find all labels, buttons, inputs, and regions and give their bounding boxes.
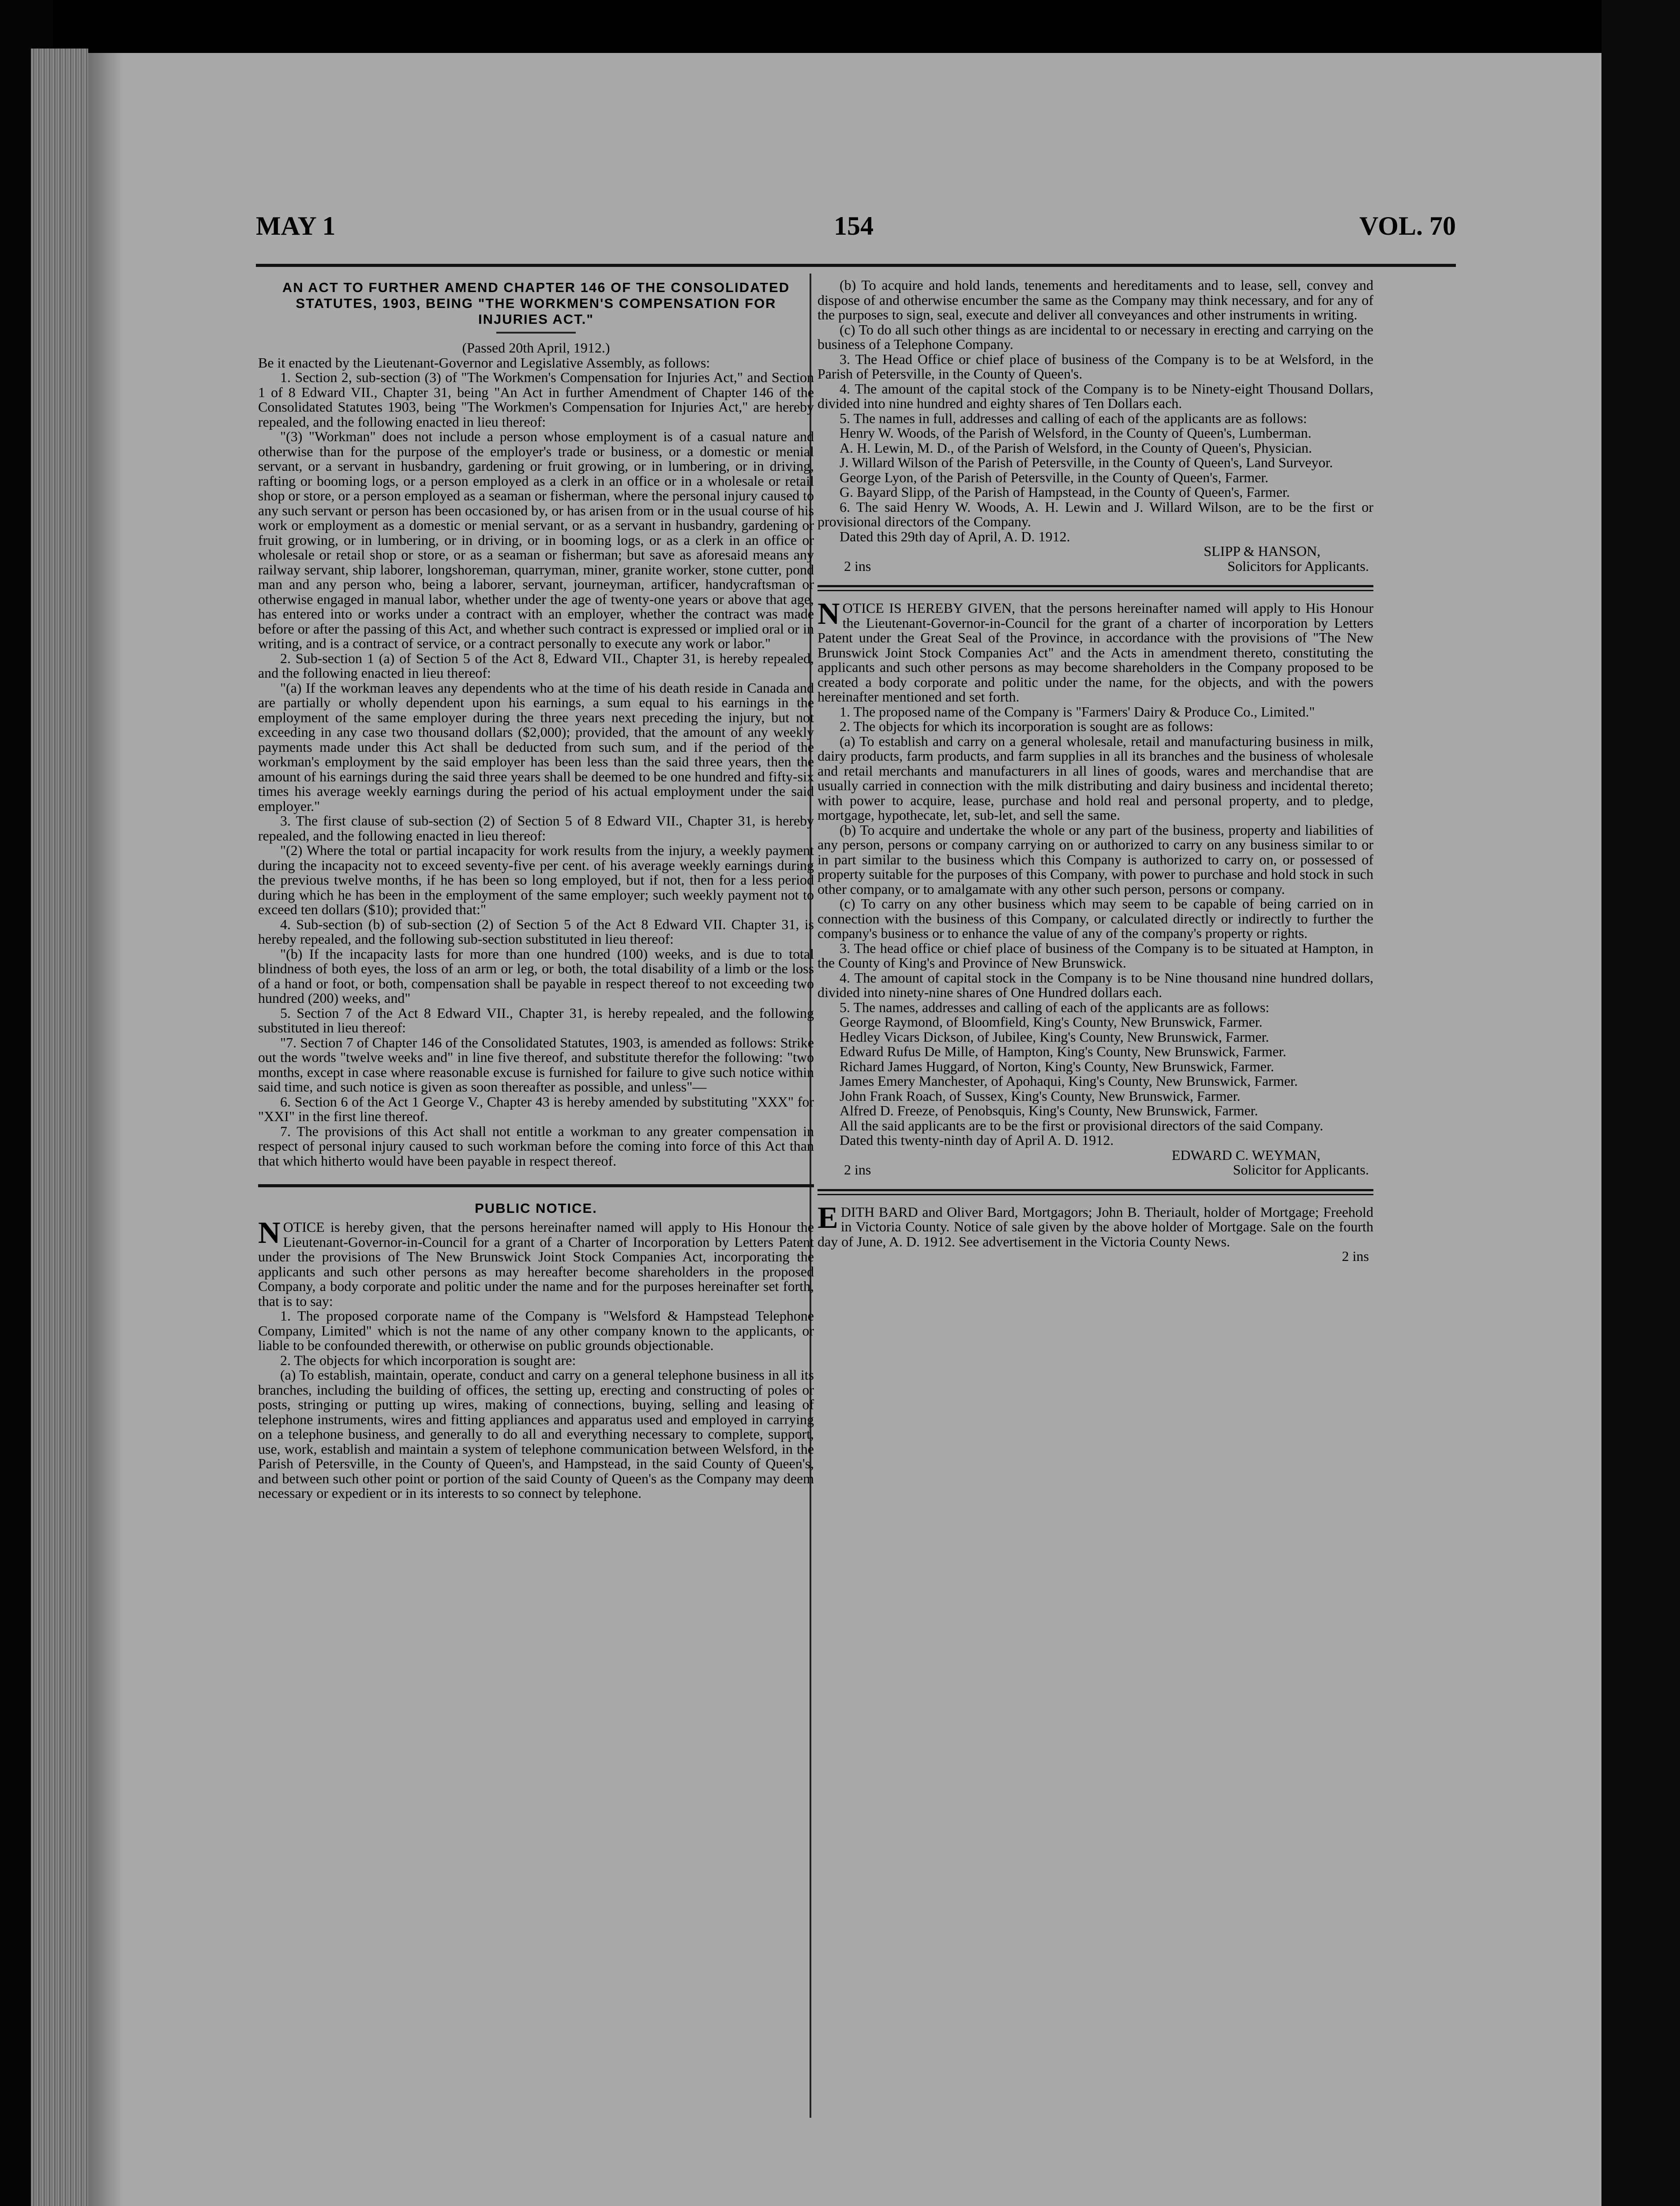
act-section-4-text: "(b) If the incapacity lasts for more than one hundred (100) weeks, and is due to total blindness of both eyes, the loss of an arm or leg, or both, the total disability of a limb or the loss of a hand or foot, or both, compensation shall be payable in respect thereof to not exceeding two hundred (200) weeks, and" (258, 945, 814, 1006)
public-notice-item-1: 1. The proposed corporate name of the Company is "Welsford & Hampstead Telephone Company, Limited" which is not the name of any other company known to the applicants, or liable to be confounded therewith, or otherwise on public grounds objectionable. (258, 1308, 814, 1353)
public-notice-dated: Dated this 29th day of April, A. D. 1912. (840, 528, 1070, 544)
public-notice-item-5: 5. The names in full, addresses and calling of each of the applicants are as follows: (840, 410, 1307, 426)
public-notice-signature-role: Solicitors for Applicants. (1227, 558, 1369, 574)
act-section-5: 5. Section 7 of the Act 8 Edward VII., Chapter 31, is hereby repealed, and the following substituted in lieu thereof: (258, 1005, 814, 1035)
dairy-notice-applicant: John Frank Roach, of Sussex, King's County, New Brunswick, Farmer. (840, 1088, 1241, 1104)
act-section-3: 3. The first clause of sub-section (2) of Section 5 of 8 Edward VII., Chapter 31, is hereby repealed, and the following enacted in lieu thereof: (258, 813, 814, 844)
dairy-notice-insertions: 2 ins (844, 1162, 871, 1178)
dairy-notice-item-4: 4. The amount of capital stock in the Company is to be Nine thousand nine hundred dollars, divided into ninety-nine shares of One Hundred dollars each. (818, 969, 1373, 1000)
public-notice-item-2c: (c) To do all such other things as are incidental to or necessary in erecting and carrying on the business of a Telephone Company. (818, 321, 1373, 352)
section-rule (258, 1184, 814, 1187)
running-head (256, 211, 1456, 251)
dairy-notice-dated: Dated this twenty-ninth day of April A. D. 1912. (840, 1132, 1114, 1148)
public-notice-item-3: 3. The Head Office or chief place of business of the Company is to be at Welsford, in the Parish of Petersville, in the County of Queen's. (818, 351, 1373, 382)
public-notice-insertions: 2 ins (844, 558, 871, 574)
dairy-notice-directors: All the said applicants are to be the first or provisional directors of the said Company. (840, 1117, 1324, 1133)
public-notice-applicant: A. H. Lewin, M. D., of the Parish of Welsford, in the County of Queen's, Physician. (840, 439, 1312, 456)
dairy-notice-applicant: Edward Rufus De Mille, of Hampton, King's County, New Brunswick, Farmer. (840, 1043, 1286, 1059)
public-notice-item-4: 4. The amount of the capital stock of the Company is to be Ninety-eight Thousand Dollars, divided into nine hundred and eighty shares of Ten Dollars each. (818, 380, 1373, 411)
page-gutter-shadow (88, 53, 124, 2206)
act-passed-date: (Passed 20th April, 1912.) (462, 340, 610, 356)
public-notice-applicant: Henry W. Woods, of the Parish of Welsford, in the County of Queen's, Lumberman. (840, 425, 1312, 441)
public-notice-applicant: J. Willard Wilson of the Parish of Petersville, in the County of Queen's, Land Surveyor. (840, 454, 1333, 470)
public-notice-applicant: George Lyon, of the Parish of Petersville, in the County of Queen's, Farmer. (840, 469, 1269, 485)
sale-notice-text: EDITH BARD and Oliver Bard, Mortgagors; John B. Theriault, holder of Mortgage; Freehold in Victoria County. Notice of sale given by the above holder of Mortgage. Sale on the fourth day of June, A. D. 1912. See advertisement in the Victoria County News. (818, 1201, 1373, 1249)
act-section-6: 6. Section 6 of the Act 1 George V., Chapter 43 is hereby amended by substituting "XXX" for "XXI" in the first line thereof. (258, 1093, 814, 1124)
dairy-notice-item-1: 1. The proposed name of the Company is "Farmers' Dairy & Produce Co., Limited." (840, 703, 1315, 720)
dairy-notice-signature-line (818, 1163, 1373, 1178)
public-notice-item-2: 2. The objects for which incorporation is sought are: (280, 1352, 576, 1368)
public-notice-applicant: G. Bayard Slipp, of the Parish of Hampstead, in the County of Queen's, Farmer. (840, 484, 1290, 500)
dairy-notice-item-2b: (b) To acquire and undertake the whole or any part of the business, property and liabilities of any person, persons or company carrying on or authorized to carry on any business similar to or in part similar to the business which this Company is authorized to carry on, or possessed of property suitable for the purposes of this Company, with power to purchase and hold stock in such other company, or to amalgamate with any other such person, persons or company. (818, 822, 1373, 897)
book-page-edges (31, 49, 88, 2206)
volume-number: VOL. 70 (1359, 211, 1456, 240)
dairy-notice-intro: NOTICE IS HEREBY GIVEN, that the persons hereinafter named will apply to His Honour the Lieutenant-Governor-in-Council for the grant of a charter of incorporation by Letters Patent under the Great Seal of the Province, in accordance with the provisions of "The New Brunswick Joint Stock Companies Act" and the Acts in amendment thereto, constituting the applicants and such other persons as may become shareholders in the Company proposed to be created a body corporate and politic under the name, for the objects, and with the powers hereinafter mentioned and set forth. (818, 597, 1373, 705)
scan-border-right (1601, 0, 1680, 2206)
dairy-notice-applicant: Hedley Vicars Dickson, of Jubilee, King's County, New Brunswick, Farmer. (840, 1028, 1269, 1045)
dairy-notice-item-3: 3. The head office or chief place of business of the Company is to be situated at Hampton, in the County of King's and Province of New Brunswick. (818, 940, 1373, 971)
act-section-3-text: "(2) Where the total or partial incapacity for work results from the injury, a weekly payment during the incapacity not to exceed seventy-five per cent. of his average weekly earnings during the previous twelve months, if he has been so long employed, but if not, then for a less period during which he has been in the employment of the same employer; such weekly payment not to exceed ten dollars ($10); provided that:" (258, 842, 814, 917)
act-section-5-text: "7. Section 7 of Chapter 146 of the Consolidated Statutes, 1903, is amended as follows: Strike out the words "twelve weeks and" in line five thereof, and substitute therefor the following: "two months, except in case where reasonable excuse is furnished for failure to give such notice within said time, and such notice is given as soon thereafter as possible, and unless"— (258, 1034, 814, 1095)
public-notice-signature-line (818, 559, 1373, 574)
dairy-notice-item-2c: (c) To carry on any other business which may seem to be capable of being carried on in connection with the business of this Company, or calculated directly or indirectly to further the company's business or to enhance the value of any of the company's property or rights. (818, 896, 1373, 941)
sale-notice-footer (818, 1249, 1373, 1264)
sale-notice-insertions: 2 ins (1342, 1248, 1369, 1264)
section-rule (818, 1189, 1373, 1195)
dairy-notice-applicant: George Raymond, of Bloomfield, King's County, New Brunswick, Farmer. (840, 1014, 1263, 1030)
act-section-2: 2. Sub-section 1 (a) of Section 5 of the Act 8, Edward VII., Chapter 31, is hereby repealed, and the following enacted in lieu thereof: (258, 650, 814, 681)
public-notice-signature: SLIPP & HANSON, (1204, 543, 1320, 559)
act-section-7: 7. The provisions of this Act shall not entitle a workman to any greater compensation in respect of personal injury caused to such workman before the coming into force of this Act than that which hitherto would have been payable in respect thereof. (258, 1123, 814, 1169)
heading-rule (496, 332, 576, 334)
act-section-4: 4. Sub-section (b) of sub-section (2) of Section 5 of the Act 8 Edward VII. Chapter 31, is hereby repealed, and the following sub-section substituted in lieu thereof: (258, 916, 814, 947)
act-enacting-clause: Be it enacted by the Lieutenant-Governor and Legislative Assembly, as follows: (258, 354, 710, 371)
act-section-2-text: "(a) If the workman leaves any dependents who at the time of his death reside in Canada and are partially or wholly dependent upon his earnings, a sum equal to his earnings in the employment of the same employer during the three years next preceding the injury, but not exceeding in any case two thousand dollars ($2,000); provided, that the amount of any weekly payments made under this Act shall be deducted from such sum, and if the period of the workman's employment by the said employer has been less than the said three years, then the amount of his earnings during the said three years shall be deemed to be one hundred and fifty-six times his average weekly earnings during the period of his actual employment under the said employer." (258, 679, 814, 814)
header-rule (256, 264, 1456, 267)
dairy-notice-applicant: Alfred D. Freeze, of Penobsquis, King's County, New Brunswick, Farmer. (840, 1103, 1258, 1118)
dairy-notice-signature: EDWARD C. WEYMAN, (1171, 1147, 1320, 1163)
dairy-notice-item-2a: (a) To establish and carry on a general wholesale, retail and manufacturing business in milk, dairy products, farm products, and farm supplies in all its branches and the business of wholesale and retail merchants and manufacturers in all lines of goods, wares and merchandise that are usually carried in connection with the milk distributing and dairy business and incidental thereto; with power to acquire, lease, purchase and hold real and personal property, and to pledge, mortgage, hypothecate, let, sub-let, and sell the same. (818, 733, 1373, 823)
dairy-notice-item-5: 5. The names, addresses and calling of each of the applicants are as follows: (840, 999, 1270, 1015)
public-notice-item-2a: (a) To establish, maintain, operate, conduct and carry on a general telephone business in all its branches, including the building of offices, the setting up, erecting and constructing of poles or posts, stringing or putting up wires, making of connections, buying, selling and leasing of telephone instruments, wires and fitting appliances and apparatus used and employed in carrying on a telephone business, and generally to do all and everything necessary to complete, support, use, work, establish and maintain a system of telephone communication between Welsford, in the Parish of Petersville, in the County of Queen's, and Hampstead, in the said County of Queen's, and between such other point or portion of the said County of Queen's as the Company may deem necessary or expedient or in its interests to so connect by telephone. (258, 1367, 814, 1501)
public-notice-intro: NOTICE is hereby given, that the persons hereinafter named will apply to His Honour the Lieutenant-Governor-in-Council for a grant of a Charter of Incorporation by Letters Patent under the provisions of The New Brunswick Joint Stock Companies Act, incorporating the applicants and such other persons as may hereafter become shareholders in the proposed Company, a body corporate and politic under the name and for the purposes hereinafter set forth, that is to say: (258, 1216, 814, 1309)
public-notice-item-2b: (b) To acquire and hold lands, tenements and hereditaments and to lease, sell, convey and dispose of and otherwise encumber the same as the Company may think necessary, and for any of the purposes to sign, seal, execute and deliver all conveyances and other instruments in writing. (818, 277, 1373, 323)
section-rule (818, 585, 1373, 591)
page-number: 154 (834, 211, 874, 240)
dairy-notice-applicant: James Emery Manchester, of Apohaqui, King's County, New Brunswick, Farmer. (840, 1073, 1298, 1089)
left-column (258, 278, 814, 1501)
dairy-notice-applicant: Richard James Huggard, of Norton, King's County, New Brunswick, Farmer. (840, 1058, 1274, 1074)
dairy-notice-signature-role: Solicitor for Applicants. (1233, 1162, 1369, 1178)
right-column (818, 278, 1373, 1264)
act-section-1-text: "(3) "Workman" does not include a person whose employment is of a casual nature and otherwise than for the purpose of the employer's trade or business, or a domestic or menial servant, or a servant in husbandry, gardening or fruit growing, or in lumbering, or in driving, rafting or booming logs, or a person employed as a clerk in an office or in a wholesale or retail shop or store, or a person employed as a seaman or fisherman, where the personal injury caused to any such servant or person has been occasioned by, or has arisen from or in the usual course of his work or employment as a domestic or menial servant, or as a servant in husbandry, gardening or fruit growing, or in lumbering, or in driving, or in booming logs, or as a clerk in an office or wholesale or retail shop or store, or as a seaman or fisherman; but save as aforesaid means any railway servant, ship laborer, longshoreman, quarryman, miner, granite worker, stone cutter, pond man and any person who, being a laborer, servant, journeyman, artificer, handycraftsman or otherwise engaged in manual labor, whether under the age of twenty-one years or above that age, has entered into or works under a contract with an employer, whether the contract was made before or after the passing of this Act, and whether such contract is expressed or implied oral or in writing, and is a contract of service, or a contract personally to execute any work or labor." (258, 428, 814, 651)
act-section-1: 1. Section 2, sub-section (3) of "The Workmen's Compensation for Injuries Act," and Section 1 of 8 Edward VII., Chapter 31, being "An Act in further Amendment of Chapter 146 of the Consolidated Statutes 1903, being "The Workmen's Compensation for Injuries Act," are hereby repealed, and the following enacted in lieu thereof: (258, 369, 814, 430)
act-heading: AN ACT TO FURTHER AMEND CHAPTER 146 OF THE CONSOLIDATED STATUTES, 1903, BEING "THE WORKMEN'S COMPENSATION FOR INJURIES ACT." (282, 280, 790, 327)
issue-date: MAY 1 (256, 211, 336, 240)
dairy-notice-item-2: 2. The objects for which its incorporation is sought are as follows: (840, 718, 1214, 734)
public-notice-heading: PUBLIC NOTICE. (475, 1201, 597, 1216)
public-notice-item-6: 6. The said Henry W. Woods, A. H. Lewin and J. Willard Wilson, are to be the first or provisional directors of the Company. (818, 499, 1373, 529)
